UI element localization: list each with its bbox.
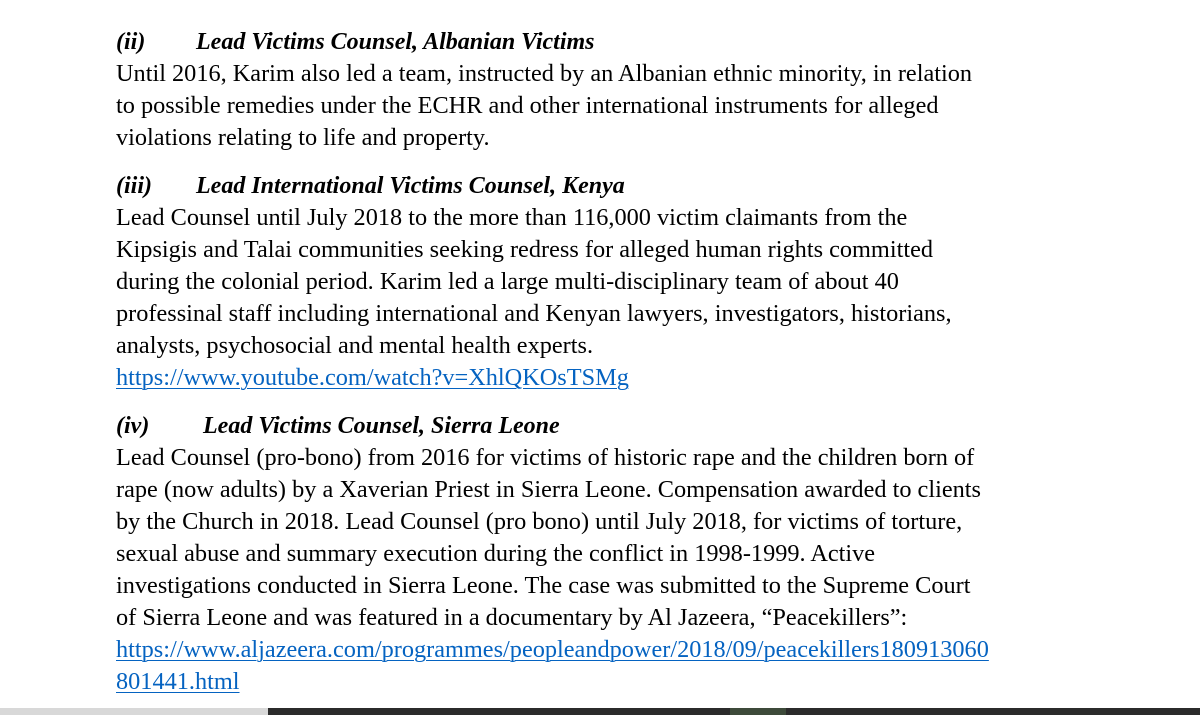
body-line: Kipsigis and Talai communities seeking redress for alleged human rights committed [116, 236, 934, 263]
body-line: rape (now adults) by a Xaverian Priest in Sierra Leone. Compensation awarded to clients [116, 476, 981, 503]
body-line: Lead Counsel until July 2018 to the more than 116,000 victim claimants from the [116, 204, 908, 231]
body-line: during the colonial period. Karim led a large multi-disciplinary team of about 40 [116, 268, 899, 295]
aljazeera-link-continued[interactable]: 801441.html [116, 668, 240, 695]
aljazeera-link-line [116, 634, 1191, 666]
section-number: (iv) [116, 413, 150, 439]
section-albanian-victims [116, 26, 1191, 154]
aljazeera-link[interactable]: https://www.aljazeera.com/programmes/peopleandpower/2018/09/peacekillers180913060 [116, 636, 989, 663]
aljazeera-link-line [116, 666, 1191, 698]
section-title: Lead Victims Counsel, Sierra Leone [203, 413, 560, 439]
body-line: violations relating to life and property. [116, 124, 490, 151]
section-sierra-leone-victims [116, 410, 1191, 698]
body-line: professinal staff including international and Kenyan lawyers, investigators, historians, [116, 300, 952, 327]
document-body [116, 26, 1191, 698]
section-heading [116, 410, 1191, 442]
paragraph-spacer [116, 394, 1191, 410]
bottom-edge-green-segment [730, 708, 786, 715]
section-kenya-victims [116, 170, 1191, 394]
body-line: to possible remedies under the ECHR and other international instruments for alleged [116, 92, 939, 119]
section-number: (ii) [116, 29, 146, 55]
body-line: investigations conducted in Sierra Leone. The case was submitted to the Supreme Court [116, 572, 971, 599]
section-title: Lead International Victims Counsel, Kenya [196, 173, 625, 199]
bottom-edge-light-segment [0, 708, 268, 715]
body-line: of Sierra Leone and was featured in a documentary by Al Jazeera, “Peacekillers”: [116, 604, 908, 631]
paragraph-spacer [116, 154, 1191, 170]
body-line: by the Church in 2018. Lead Counsel (pro bono) until July 2018, for victims of torture, [116, 508, 963, 535]
section-title: Lead Victims Counsel, Albanian Victims [196, 29, 595, 55]
section-heading [116, 26, 1191, 58]
section-heading [116, 170, 1191, 202]
body-line: sexual abuse and summary execution during the conflict in 1998-1999. Active [116, 540, 876, 567]
body-line: Lead Counsel (pro-bono) from 2016 for victims of historic rape and the children born of [116, 444, 975, 471]
body-line: analysts, psychosocial and mental health experts. [116, 332, 594, 359]
section-number: (iii) [116, 173, 152, 199]
body-line: Until 2016, Karim also led a team, instructed by an Albanian ethnic minority, in relation [116, 60, 973, 87]
youtube-link-line [116, 362, 1191, 394]
window-bottom-edge [0, 708, 1200, 715]
youtube-link[interactable]: https://www.youtube.com/watch?v=XhlQKOsTSMg [116, 364, 629, 391]
